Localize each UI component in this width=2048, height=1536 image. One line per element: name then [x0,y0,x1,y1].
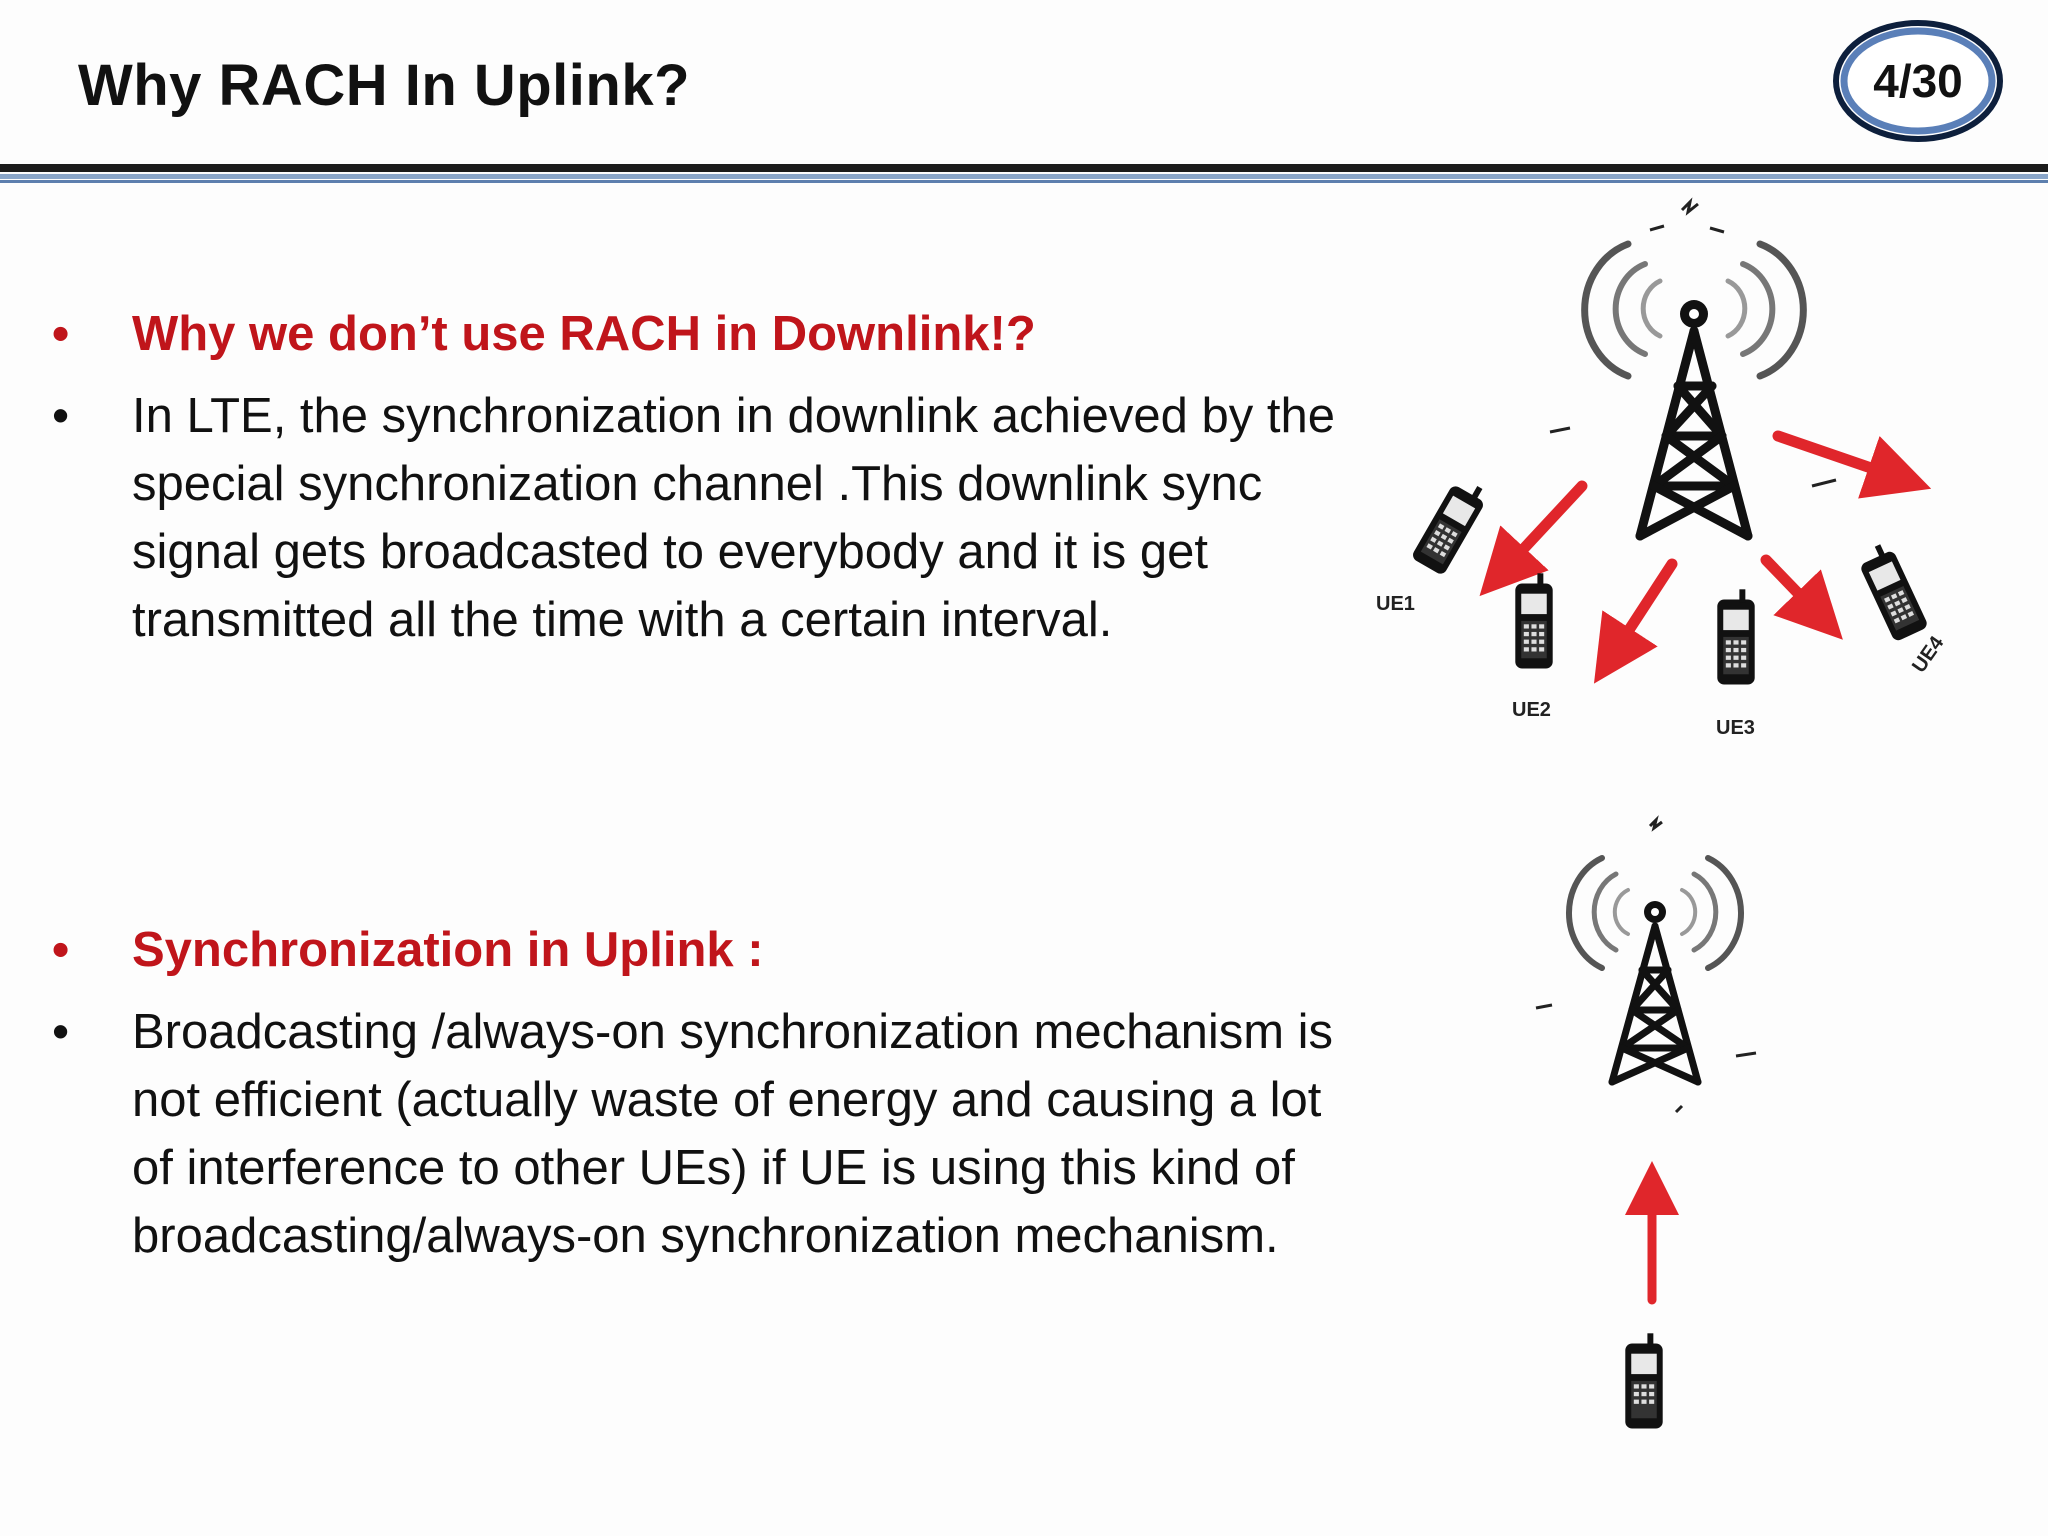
heading-text: Synchronization in Uplink : [132,923,764,977]
header-rule-dark [0,164,2048,172]
broadcast-arrows [1502,436,1900,656]
bullet-heading-uplink [52,916,1352,984]
ue3-label: UE3 [1716,717,1755,739]
ue-phone-icon [1625,1333,1662,1428]
page-number: 4/30 [1873,55,1963,107]
ue2-phone-icon [1515,573,1552,668]
section-downlink [52,300,1352,654]
ue1-label: UE1 [1376,593,1415,615]
cell-tower-icon [1550,202,1836,536]
page-number-badge [1830,16,2006,146]
bullet-dot: • [52,923,70,977]
body-text: In LTE, the synchronization in downlink achieved by the special synchronization channel .This downlink sync signal gets broadcasted to everybody and it is get transmitted all the time with a certain interval. [132,389,1336,647]
bullet-dot: • [52,307,70,361]
bullet-body-uplink [52,998,1352,1270]
section-uplink [52,916,1352,1270]
bullet-dot: • [52,1005,70,1059]
body-text: Broadcasting /always-on synchronization mechanism is not efficient (actually waste of energy and causing a lot of interference to other UEs) if UE is using this kind of broadcasting/always-on synchronization mechanism. [132,1005,1334,1263]
bullet-dot: • [52,389,70,443]
ue3-phone-icon [1717,589,1754,684]
ue2-label: UE2 [1512,699,1551,721]
ue4-label: UE4 [1908,632,1949,677]
heading-text: Why we don’t use RACH in Downlink!? [132,307,1036,361]
header-rule-blue [0,174,2048,179]
cell-tower-icon [1536,820,1756,1112]
uplink-figure [1500,800,1800,1450]
bullet-body-downlink [52,382,1352,654]
ue1-phone-icon [1411,475,1491,576]
bullet-heading-downlink [52,300,1352,368]
ue4-phone-icon [1855,540,1929,642]
header-rule-blue-2 [0,180,2048,183]
slide-title: Why RACH In Uplink? [78,53,691,118]
downlink-broadcast-figure [1360,186,2020,746]
